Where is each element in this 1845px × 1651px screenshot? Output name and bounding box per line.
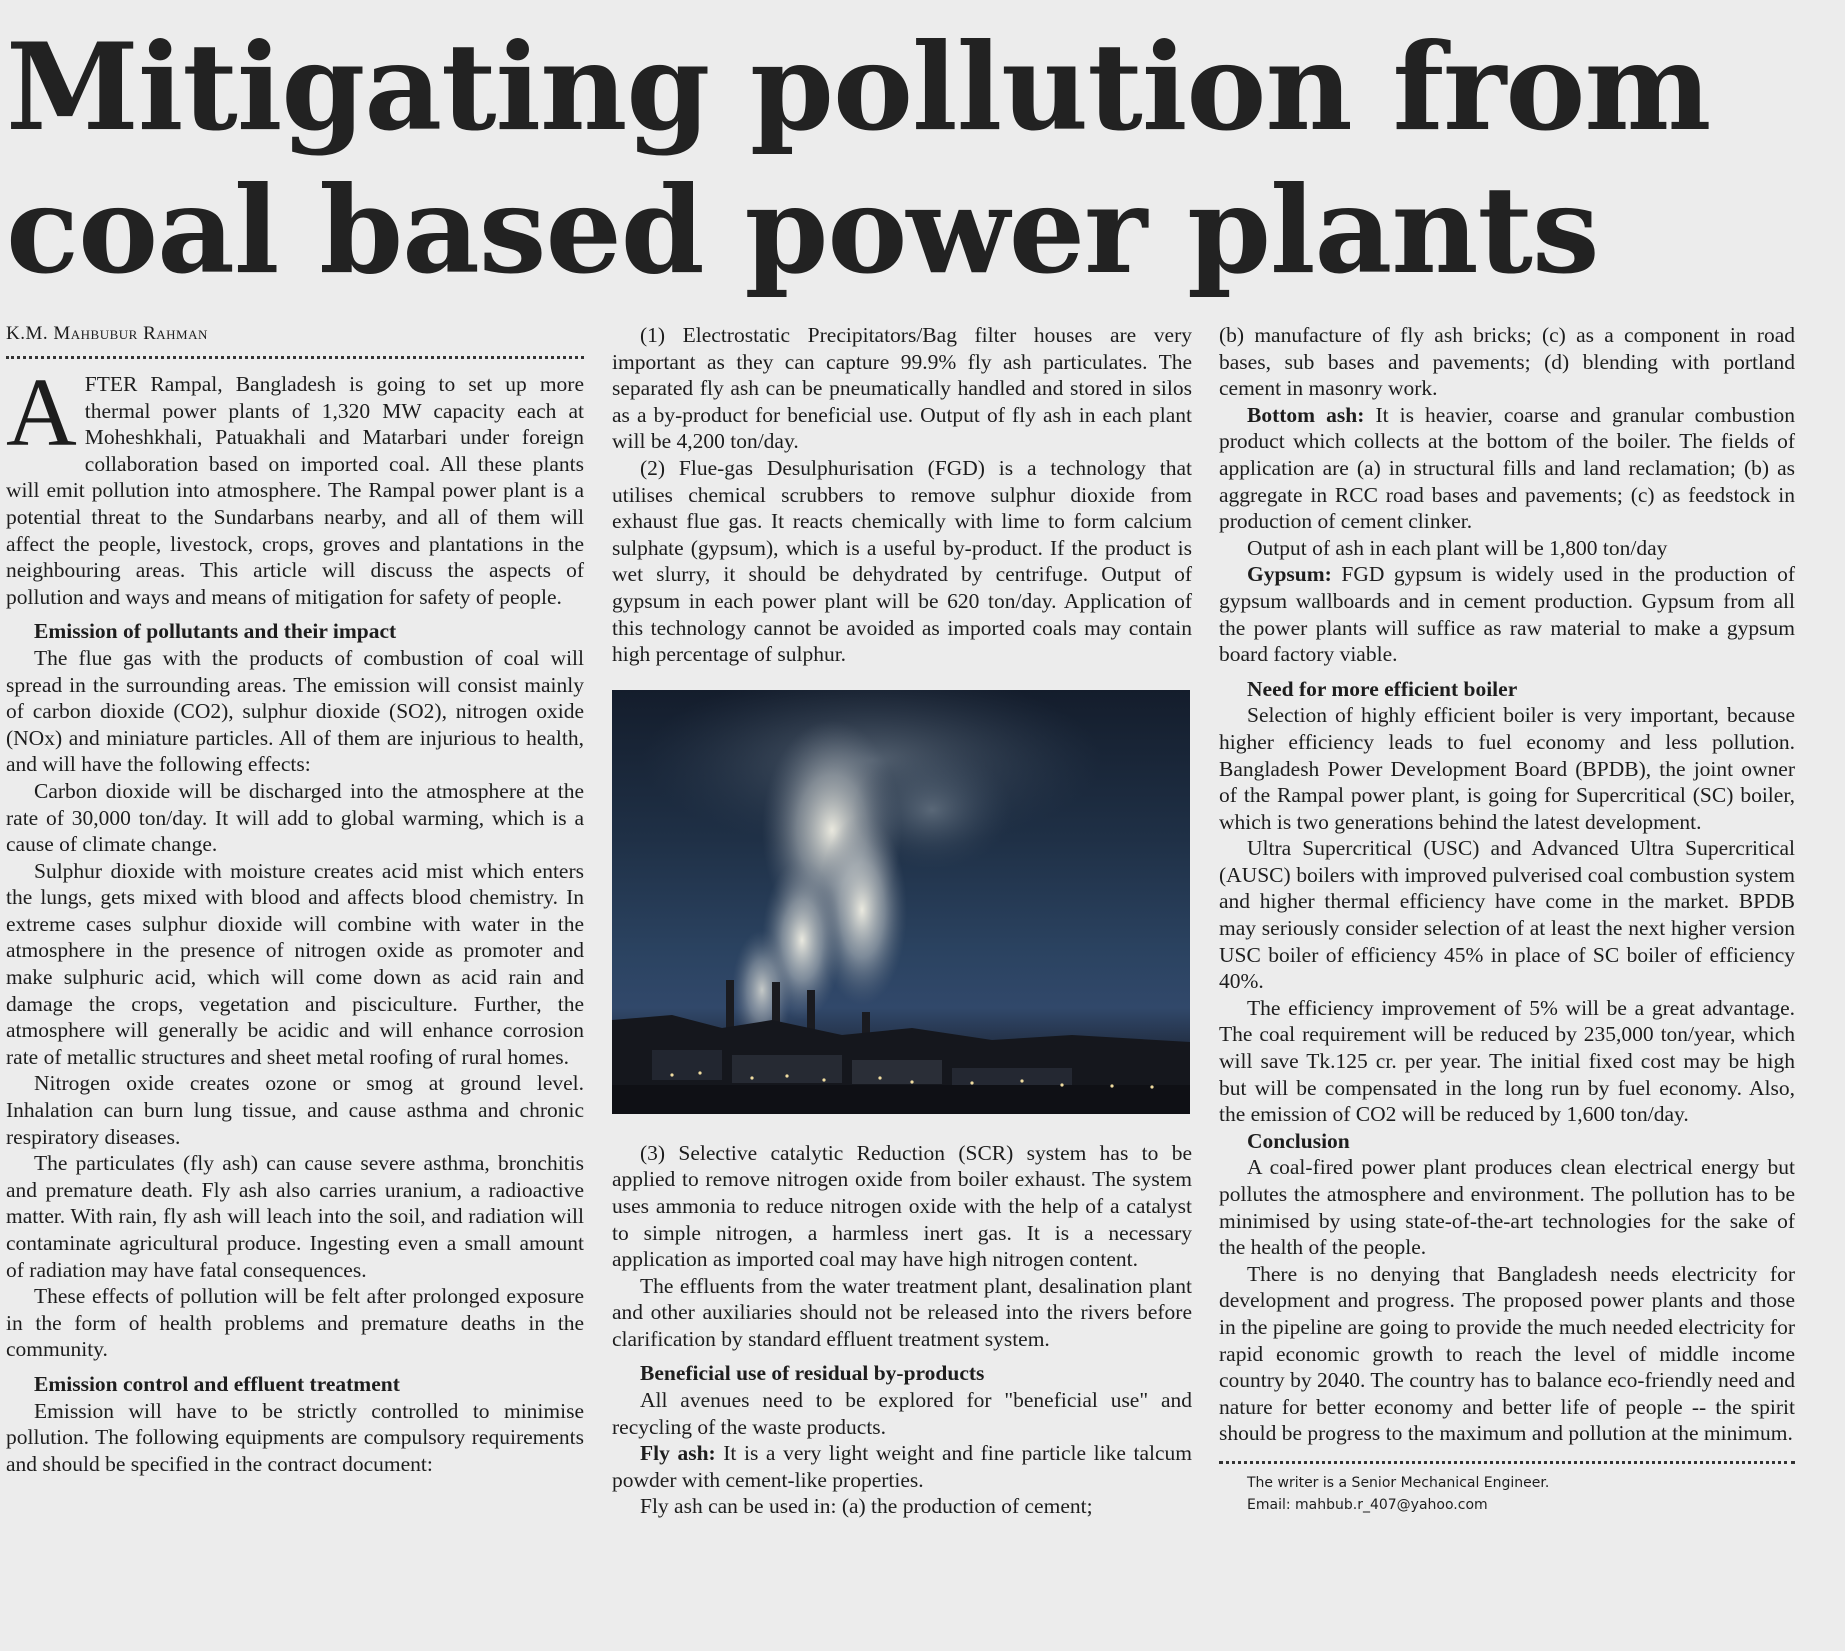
bottom-ash-text: It is heavier, coarse and granular combustion product which collects at the bottom of the boiler. The fields of application are (a) in structural fills and land reclamation; (b) as aggregate in RCC road bases and pavements; (c) as feedstock in production of cement clinker. — [1219, 402, 1795, 534]
paragraph: (3) Selective catalytic Reduction (SCR) system has to be applied to remove nitrogen oxide from boiler exhaust. The system uses ammonia to reduce nitrogen oxide with the help of a catalyst to simple nitrogen, a harmless inert gas. It is a necessary application as imported coal may have high nitrogen content. — [612, 1140, 1192, 1272]
paragraph: Emission will have to be strictly controlled to minimise pollution. The following equipments are compulsory requirements and should be specified in the contract document: — [6, 1398, 584, 1476]
paragraph-bottom-ash — [1219, 402, 1795, 535]
smoke-haze — [852, 750, 1012, 870]
byline: K.M. Mahbubur Rahman — [6, 323, 208, 344]
paragraph: Selection of highly efficient boiler is very important, because higher efficiency leads to fuel economy and less pollution. Bangladesh Power Development Board (BPDB), the joint owner of the Rampal power plant, is going for Supercritical (SC) boiler, which is two generations behind the latest development. — [1219, 703, 1795, 834]
paragraph: (1) Electrostatic Precipitators/Bag filter houses are very important as they can capture 99.9% fly ash particulates. The separated fly ash can be pneumatically handled and stored in silos as a by-product for beneficial use. Output of fly ash in each plant will be 4,200 ton/day. — [612, 323, 1192, 454]
byline-divider — [6, 356, 584, 359]
gypsum-text: FGD gypsum is widely used in the production of gypsum wallboards and in cement production. Gypsum from all the power plants will suffice as raw material to make a gypsum board factory viable. — [1219, 562, 1795, 667]
author-note: The writer is a Senior Mechanical Engineer. — [1247, 1474, 1550, 1491]
paragraph: Sulphur dioxide with moisture creates acid mist which enters the lungs, gets mixed with blood and affects blood chemistry. In extreme cases sulphur dioxide will combine with water in the atmosphere in the presence of nitrogen oxide as promoter and make sulphuric acid, which will come down as acid rain and damage the crops, vegetation and pisciculture. Further, the atmosphere will generally be acidic and will enhance corrosion rate of metallic structures and sheet metal roofing of rural homes. — [6, 858, 584, 1069]
paragraph: The flue gas with the products of combustion of coal will spread in the surrounding areas. The emission will consist mainly of carbon dioxide (CO2), sulphur dioxide (SO2), nitrogen oxide (NOx) and miniature particles. All of them are injurious to health, and will have the following effects: — [6, 645, 584, 777]
column-3 — [1219, 322, 1795, 1516]
plant-building — [852, 1060, 942, 1084]
lead-paragraph — [6, 359, 584, 610]
paragraph: Carbon dioxide will be discharged into the atmosphere at the rate of 30,000 ton/day. It will add to global warming, which is a cause of climate change. — [6, 778, 584, 857]
paragraph: These effects of pollution will be felt after prolonged exposure in the form of health problems and premature deaths in the community. — [6, 1284, 584, 1362]
column-2 — [612, 322, 1192, 1520]
paragraph: The effluents from the water treatment plant, desalination plant and other auxiliaries should not be released into the rivers before clarification by standard effluent treatment system. — [612, 1273, 1192, 1351]
lead-text: FTER Rampal, Bangladesh is going to set up more thermal power plants of 1,320 MW capacity each at Moheshkhali, Patuakhali and Matarbari under foreign collaboration based on imported coal. All these plants will emit pollution into atmosphere. The Rampal power plant is a potential threat to the Sundarbans nearby, and all of them will affect the people, livestock, crops, groves and plantations in the neighbouring areas. This article will discuss the aspects of pollution and ways and means of mitigation for safety of people. — [6, 372, 584, 609]
foreground — [612, 1085, 1190, 1114]
plant-building — [652, 1050, 722, 1080]
subhead-conclusion: Conclusion — [1247, 1128, 1350, 1153]
paragraph: Ultra Supercritical (USC) and Advanced Ultra Supercritical (AUSC) boilers with improved pulverised coal combustion system and higher thermal efficiency have come in the market. BPDB may seriously consider selection of at least the next higher version USC boiler of efficiency 45% in place of SC boiler of efficiency 40%. — [1219, 836, 1795, 994]
power-plant-photo — [612, 690, 1190, 1114]
paragraph-gypsum — [1219, 561, 1795, 667]
gypsum-label: Gypsum: — [1247, 562, 1332, 587]
paragraph: All avenues need to be explored for "beneficial use" and recycling of the waste products. — [612, 1388, 1192, 1439]
paragraph: (b) manufacture of fly ash bricks; (c) as a component in road bases, sub bases and pavements; (d) blending with portland cement in masonry work. — [1219, 323, 1795, 401]
paragraph: Nitrogen oxide creates ozone or smog at ground level. Inhalation can burn lung tissue, and cause asthma and chronic respiratory diseases. — [6, 1071, 584, 1149]
power-plant-illustration — [612, 690, 1190, 1114]
footnote-divider — [1219, 1461, 1795, 1464]
fly-ash-label: Fly ash: — [640, 1441, 716, 1466]
plant-building — [732, 1055, 842, 1083]
drop-cap: A — [6, 359, 77, 467]
paragraph: The efficiency improvement of 5% will be a great advantage. The coal requirement will be reduced by 235,000 ton/year, which will save Tk.125 cr. per year. The initial fixed cost may be high but will be compensated in the long run by fuel economy. Also, the emission of CO2 will be reduced by 1,600 ton/day. — [1219, 995, 1795, 1127]
paragraph: Fly ash can be used in: (a) the production of cement; — [640, 1494, 1093, 1519]
headline: Mitigating pollution from coal based power plants — [6, 17, 1711, 301]
paragraph: The particulates (fly ash) can cause severe asthma, bronchitis and premature death. Fly ash also carries uranium, a radioactive matter. With rain, fly ash will leach into the soil, and radiation will contaminate agricultural produce. Ingesting even a small amount of radiation may have fatal consequences. — [6, 1151, 584, 1282]
paragraph-fly-ash — [612, 1440, 1192, 1493]
paragraph: A coal-fired power plant produces clean electrical energy but pollutes the atmosphere and environment. The pollution has to be minimised by using state-of-the-art technologies for the sake of the health of the people. — [1219, 1155, 1795, 1260]
subhead-emission: Emission of pollutants and their impact — [34, 619, 397, 644]
paragraph: Output of ash in each plant will be 1,800 ton/day — [1247, 535, 1668, 560]
paragraph: (2) Flue-gas Desulphurisation (FGD) is a technology that utilises chemical scrubbers to remove sulphur dioxide from exhaust flue gas. It reacts chemically with lime to form calcium sulphate (gypsum), which is a useful by-product. If the product is wet slurry, it should be dehydrated by centrifuge. Output of gypsum in each power plant will be 620 ton/day. Application of this technology cannot be avoided as imported coals may contain high percentage of sulphur. — [612, 455, 1192, 667]
subhead-beneficial: Beneficial use of residual by-products — [640, 1361, 985, 1386]
subhead-control: Emission control and effluent treatment — [34, 1371, 400, 1396]
column-1 — [6, 322, 584, 1477]
subhead-boiler: Need for more efficient boiler — [1247, 676, 1518, 701]
bottom-ash-label: Bottom ash: — [1247, 402, 1365, 427]
author-email: Email: mahbub.r_407@yahoo.com — [1247, 1496, 1488, 1513]
fly-ash-text: It is a very light weight and fine particle like talcum powder with cement-like properties. — [612, 1441, 1193, 1492]
paragraph: There is no denying that Bangladesh needs electricity for development and progress. The proposed power plants and those in the pipeline are going to provide the much needed electricity for rapid economic growth to reach the level of middle income country by 2040. The country has to balance eco-friendly need and nature for better economy and better life of people -- the spirit should be progress to the maximum and pollution at the minimum. — [1219, 1261, 1795, 1446]
